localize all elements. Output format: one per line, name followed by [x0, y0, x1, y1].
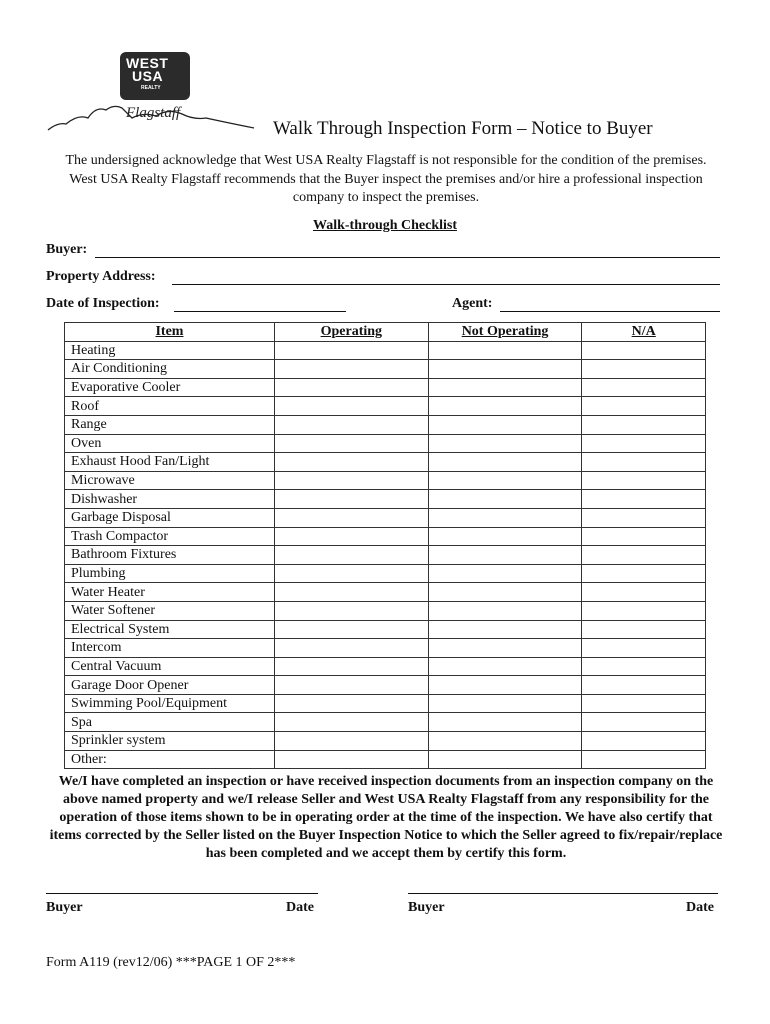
table-row [65, 415, 706, 434]
table-row [65, 713, 706, 732]
not-operating-cell[interactable] [428, 490, 582, 509]
header-operating: Operating [274, 323, 428, 342]
operating-cell[interactable] [274, 694, 428, 713]
not-operating-cell[interactable] [428, 601, 582, 620]
table-row [65, 750, 706, 769]
table-row [65, 564, 706, 583]
operating-cell[interactable] [274, 471, 428, 490]
operating-cell[interactable] [274, 415, 428, 434]
not-operating-cell[interactable] [428, 471, 582, 490]
na-cell[interactable] [582, 750, 706, 769]
not-operating-cell[interactable] [428, 434, 582, 453]
date-of-inspection-label: Date of Inspection: [46, 296, 160, 311]
operating-cell[interactable] [274, 732, 428, 751]
table-row [65, 732, 706, 751]
item-name-cell: Water Softener [65, 601, 275, 620]
table-header-row [65, 323, 706, 342]
operating-cell[interactable] [274, 341, 428, 360]
na-cell[interactable] [582, 583, 706, 602]
na-cell[interactable] [582, 341, 706, 360]
na-cell[interactable] [582, 676, 706, 695]
logo-text-usa: USA [132, 68, 164, 84]
operating-cell[interactable] [274, 527, 428, 546]
not-operating-cell[interactable] [428, 341, 582, 360]
na-cell[interactable] [582, 713, 706, 732]
table-row [65, 620, 706, 639]
not-operating-cell[interactable] [428, 527, 582, 546]
left-date-label: Date [286, 900, 314, 915]
checklist-table [64, 322, 706, 769]
table-row [65, 601, 706, 620]
na-cell[interactable] [582, 694, 706, 713]
na-cell[interactable] [582, 657, 706, 676]
not-operating-cell[interactable] [428, 378, 582, 397]
not-operating-cell[interactable] [428, 713, 582, 732]
operating-cell[interactable] [274, 750, 428, 769]
logo-badge [120, 52, 190, 100]
table-row [65, 527, 706, 546]
not-operating-cell[interactable] [428, 750, 582, 769]
not-operating-cell[interactable] [428, 453, 582, 472]
item-name-cell: Sprinkler system [65, 732, 275, 751]
operating-cell[interactable] [274, 434, 428, 453]
table-row [65, 434, 706, 453]
not-operating-cell[interactable] [428, 657, 582, 676]
right-date-label: Date [686, 900, 714, 915]
item-name-cell: Roof [65, 397, 275, 416]
item-name-cell: Intercom [65, 639, 275, 658]
not-operating-cell[interactable] [428, 620, 582, 639]
operating-cell[interactable] [274, 713, 428, 732]
operating-cell[interactable] [274, 620, 428, 639]
left-buyer-label: Buyer [46, 900, 83, 915]
na-cell[interactable] [582, 471, 706, 490]
table-row [65, 508, 706, 527]
item-name-cell: Garage Door Opener [65, 676, 275, 695]
item-name-cell: Air Conditioning [65, 360, 275, 379]
na-cell[interactable] [582, 508, 706, 527]
item-name-cell: Electrical System [65, 620, 275, 639]
agent-label: Agent: [452, 296, 493, 311]
table-row [65, 453, 706, 472]
item-name-cell: Plumbing [65, 564, 275, 583]
table-row [65, 360, 706, 379]
na-cell[interactable] [582, 546, 706, 565]
table-row [65, 694, 706, 713]
operating-cell[interactable] [274, 657, 428, 676]
item-name-cell: Water Heater [65, 583, 275, 602]
table-row [65, 341, 706, 360]
item-name-cell: Heating [65, 341, 275, 360]
na-cell[interactable] [582, 360, 706, 379]
table-row [65, 471, 706, 490]
table-row [65, 397, 706, 416]
item-name-cell: Exhaust Hood Fan/Light [65, 453, 275, 472]
operating-cell[interactable] [274, 360, 428, 379]
company-logo [44, 48, 259, 143]
not-operating-cell[interactable] [428, 639, 582, 658]
buyer-field[interactable] [95, 257, 720, 258]
not-operating-cell[interactable] [428, 415, 582, 434]
date-of-inspection-field[interactable] [174, 311, 346, 312]
right-buyer-label: Buyer [408, 900, 445, 915]
item-name-cell: Dishwasher [65, 490, 275, 509]
item-name-cell: Spa [65, 713, 275, 732]
buyer-label: Buyer: [46, 242, 88, 257]
operating-cell[interactable] [274, 601, 428, 620]
form-footer: Form A119 (rev12/06) ***PAGE 1 OF 2*** [46, 955, 296, 970]
property-address-label: Property Address: [46, 269, 156, 284]
not-operating-cell[interactable] [428, 508, 582, 527]
not-operating-cell[interactable] [428, 676, 582, 695]
logo-text-realty: REALTY [141, 85, 161, 91]
property-address-field[interactable] [172, 284, 720, 285]
item-name-cell: Trash Compactor [65, 527, 275, 546]
na-cell[interactable] [582, 453, 706, 472]
operating-cell[interactable] [274, 639, 428, 658]
table-row [65, 546, 706, 565]
checklist-heading: Walk-through Checklist [312, 218, 458, 233]
table-row [65, 490, 706, 509]
not-operating-cell[interactable] [428, 583, 582, 602]
operating-cell[interactable] [274, 490, 428, 509]
header-not-operating: Not Operating [428, 323, 582, 342]
table-row [65, 583, 706, 602]
operating-cell[interactable] [274, 453, 428, 472]
left-signature-line[interactable] [46, 893, 318, 894]
header-item: Item [65, 323, 275, 342]
na-cell[interactable] [582, 639, 706, 658]
table-row [65, 378, 706, 397]
na-cell[interactable] [582, 490, 706, 509]
item-name-cell: Oven [65, 434, 275, 453]
not-operating-cell[interactable] [428, 360, 582, 379]
header-na: N/A [582, 323, 706, 342]
item-name-cell: Bathroom Fixtures [65, 546, 275, 565]
not-operating-cell[interactable] [428, 732, 582, 751]
na-cell[interactable] [582, 601, 706, 620]
right-signature-line[interactable] [408, 893, 718, 894]
item-name-cell: Evaporative Cooler [65, 378, 275, 397]
not-operating-cell[interactable] [428, 397, 582, 416]
table-row [65, 639, 706, 658]
item-name-cell: Microwave [65, 471, 275, 490]
operating-cell[interactable] [274, 564, 428, 583]
operating-cell[interactable] [274, 583, 428, 602]
na-cell[interactable] [582, 527, 706, 546]
operating-cell[interactable] [274, 378, 428, 397]
na-cell[interactable] [582, 564, 706, 583]
operating-cell[interactable] [274, 546, 428, 565]
logo-text-west: WEST [126, 55, 169, 71]
na-cell[interactable] [582, 434, 706, 453]
item-name-cell: Other: [65, 750, 275, 769]
logo-script-flagstaff: Flagstaff [126, 105, 181, 121]
release-statement: We/I have completed an inspection or have received inspection documents from an inspection company on the above named property and we/I release Seller and West USA Realty Flagstaff from any responsibility for the operation of those items shown to be in operating order at the time of the inspection. We have also certify that items corrected by the Seller listed on the Buyer Inspection Notice to which the Seller agreed to fix/repair/replace has been completed and we accept them by certify this form. [49, 774, 723, 861]
item-name-cell: Central Vacuum [65, 657, 275, 676]
operating-cell[interactable] [274, 397, 428, 416]
not-operating-cell[interactable] [428, 546, 582, 565]
na-cell[interactable] [582, 378, 706, 397]
na-cell[interactable] [582, 620, 706, 639]
na-cell[interactable] [582, 415, 706, 434]
not-operating-cell[interactable] [428, 694, 582, 713]
page-title: Walk Through Inspection Form – Notice to Buyer [273, 118, 653, 139]
not-operating-cell[interactable] [428, 564, 582, 583]
operating-cell[interactable] [274, 508, 428, 527]
agent-field[interactable] [500, 311, 720, 312]
na-cell[interactable] [582, 397, 706, 416]
item-name-cell: Garbage Disposal [65, 508, 275, 527]
na-cell[interactable] [582, 732, 706, 751]
item-name-cell: Range [65, 415, 275, 434]
table-row [65, 657, 706, 676]
item-name-cell: Swimming Pool/Equipment [65, 694, 275, 713]
intro-paragraph: The undersigned acknowledge that West USA Realty Flagstaff is not responsible for the condition of the premises. West USA Realty Flagstaff recommends that the Buyer inspect the premises and/or hire a professional inspection company to inspect the premises. [65, 153, 707, 205]
operating-cell[interactable] [274, 676, 428, 695]
table-row [65, 676, 706, 695]
